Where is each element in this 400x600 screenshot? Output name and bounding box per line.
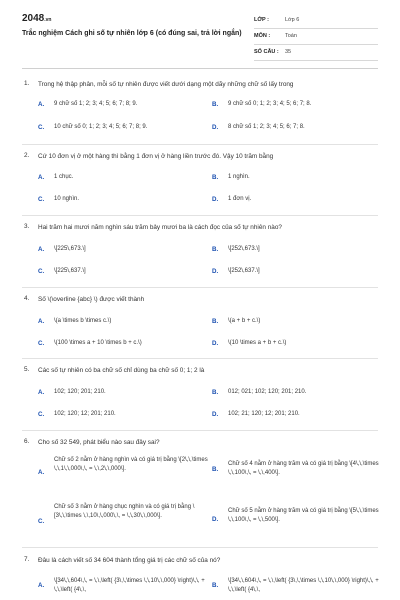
option-text: 012; 021; 102; 120; 201; 210. <box>228 389 307 395</box>
option-text: \[34\,\,604\,\, = \,\,\left( {3\,\,\times \,\,10\,\,000} \right)\,\, + \,\,\left( {4\,\, <box>54 578 205 593</box>
question-number: 7. <box>24 556 30 563</box>
question-divider <box>22 547 378 548</box>
option-letter: C. <box>38 411 45 418</box>
question-divider <box>22 215 378 216</box>
option-text: 102; 21; 120; 12; 201; 210. <box>228 411 300 417</box>
site-logo[interactable] <box>22 13 51 24</box>
option-text: 10 nghìn. <box>54 196 80 202</box>
option-text: 9 chữ số 1; 2; 3; 4; 5; 6; 7; 8; 9. <box>54 101 138 107</box>
option-text: \(100 \times a + 10 \times b + c.\) <box>54 340 142 346</box>
option-text: 1 đơn vị. <box>228 196 252 202</box>
question-divider <box>22 144 378 145</box>
option-letter: A. <box>38 389 45 396</box>
question-text: Cứ 10 đơn vị ở một hàng thì bằng 1 đơn vị ở hàng liền trước đó. Vậy 10 trăm bằng <box>38 153 274 160</box>
meta-label: MÔN : <box>254 33 271 39</box>
option-text: 1 chục. <box>54 174 74 180</box>
option-letter: A. <box>38 246 45 253</box>
option-letter: B. <box>212 246 219 253</box>
question-text: Các số tự nhiên có ba chữ số chỉ dùng ba chữ số 0; 1; 2 là <box>38 367 205 374</box>
meta-value: 35 <box>285 49 292 55</box>
option-letter: A. <box>38 101 45 108</box>
option-letter: C. <box>38 340 45 347</box>
question-number: 3. <box>24 223 30 230</box>
option-letter: B. <box>212 174 219 181</box>
option-text: \(a \times b \times c.\) <box>54 318 112 324</box>
question-text: Đâu là cách viết số 34 604 thành tổng giá trị các chữ số của nó? <box>38 557 221 564</box>
meta-label: LỚP : <box>254 17 269 23</box>
option-text: Chữ số 2 nằm ở hàng nghìn và có giá trị bằng \[2\,\,\times \,\,1\,\,000\,\, = \,\,2\,\,000\]. <box>54 457 208 472</box>
option-letter: D. <box>212 411 219 418</box>
meta-label: SỐ CÂU : <box>254 49 279 55</box>
option-letter: B. <box>212 389 219 396</box>
option-letter: D. <box>212 516 219 523</box>
option-letter: D. <box>212 124 219 131</box>
meta-row-count <box>254 45 378 61</box>
question-text: Trong hệ thập phân, mỗi số tự nhiên được viết dưới dạng một dãy những chữ số lấy trong <box>38 81 294 88</box>
option-letter: B. <box>212 582 219 589</box>
option-text: \[225\,673.\] <box>54 246 86 252</box>
option-letter: C. <box>38 518 45 525</box>
page-header <box>0 0 400 70</box>
option-text: \[252\,637.\] <box>228 268 260 274</box>
question-number: 5. <box>24 366 30 373</box>
meta-row-class <box>254 13 378 29</box>
question-text: Cho số 32 549, phát biểu nào sau đây sai? <box>38 439 160 446</box>
logo-main: 2048 <box>22 13 45 24</box>
option-text: Chữ số 3 nằm ở hàng chục nghìn và có giá trị bằng \[3\,\,\times \,\,10\,\,000\,\, = \,\,30\,\,000\]. <box>54 504 195 519</box>
option-text: 102; 120; 12; 201; 210. <box>54 411 116 417</box>
option-letter: B. <box>212 101 219 108</box>
option-letter: A. <box>38 318 45 325</box>
question-divider <box>22 430 378 431</box>
document-title: Trắc nghiệm Cách ghi số tự nhiên lớp 6 (có đúng sai, trả lời ngắn) <box>22 30 242 37</box>
header-divider <box>22 68 378 69</box>
option-letter: D. <box>212 196 219 203</box>
option-letter: A. <box>38 469 45 476</box>
option-letter: B. <box>212 318 219 325</box>
option-text: \(a + b + c.\) <box>228 318 261 324</box>
option-text: \[252\,673.\] <box>228 246 260 252</box>
option-letter: D. <box>212 268 219 275</box>
meta-value: Lớp 6 <box>285 17 300 23</box>
option-text: Chữ số 5 nằm ở hàng trăm và có giá trị bằng \[5\,\,\times \,\,100\,\, = \,\,500\]. <box>228 508 379 523</box>
option-text: Chữ số 4 nằm ở hàng trăm và có giá trị bằng \[4\,\,\times \,\,100\,\, = \,\,400\]. <box>228 461 379 476</box>
question-number: 1. <box>24 80 30 87</box>
question-number: 6. <box>24 438 30 445</box>
option-text: \[225\,637.\] <box>54 268 86 274</box>
option-text: \(10 \times a + b + c.\) <box>228 340 287 346</box>
option-letter: D. <box>212 340 219 347</box>
meta-box <box>254 13 378 61</box>
meta-value: Toán <box>285 33 297 39</box>
question-number: 2. <box>24 152 30 159</box>
option-text: 102; 120; 201; 210. <box>54 389 106 395</box>
option-text: \[34\,\,604\,\, = \,\,\left( {3\,\,\times \,\,10\,\,000} \right)\,\, + \,\,\left( {4\,\, <box>228 578 379 593</box>
question-divider <box>22 287 378 288</box>
question-text: Số \(\overline {abc} \) được viết thành <box>38 296 145 303</box>
question-number: 4. <box>24 295 30 302</box>
option-text: 10 chữ số 0; 1; 2; 3; 4; 5; 6; 7; 8; 9. <box>54 124 148 130</box>
question-text: Hai trăm hai mươi năm nghìn sáu trăm bảy mươi ba là cách đọc của số tự nhiên nào? <box>38 224 282 231</box>
option-letter: C. <box>38 196 45 203</box>
meta-row-subject <box>254 29 378 45</box>
option-letter: C. <box>38 268 45 275</box>
question-divider <box>22 358 378 359</box>
option-text: 9 chữ số 0; 1; 2; 3; 4; 5; 6; 7; 8. <box>228 101 312 107</box>
logo-suffix: .vn <box>44 17 52 23</box>
option-letter: A. <box>38 174 45 181</box>
option-text: 8 chữ số 1; 2; 3; 4; 5; 6; 7; 8. <box>228 124 305 130</box>
option-letter: A. <box>38 582 45 589</box>
option-text: 1 nghìn. <box>228 174 250 180</box>
option-letter: C. <box>38 124 45 131</box>
option-letter: B. <box>212 466 219 473</box>
